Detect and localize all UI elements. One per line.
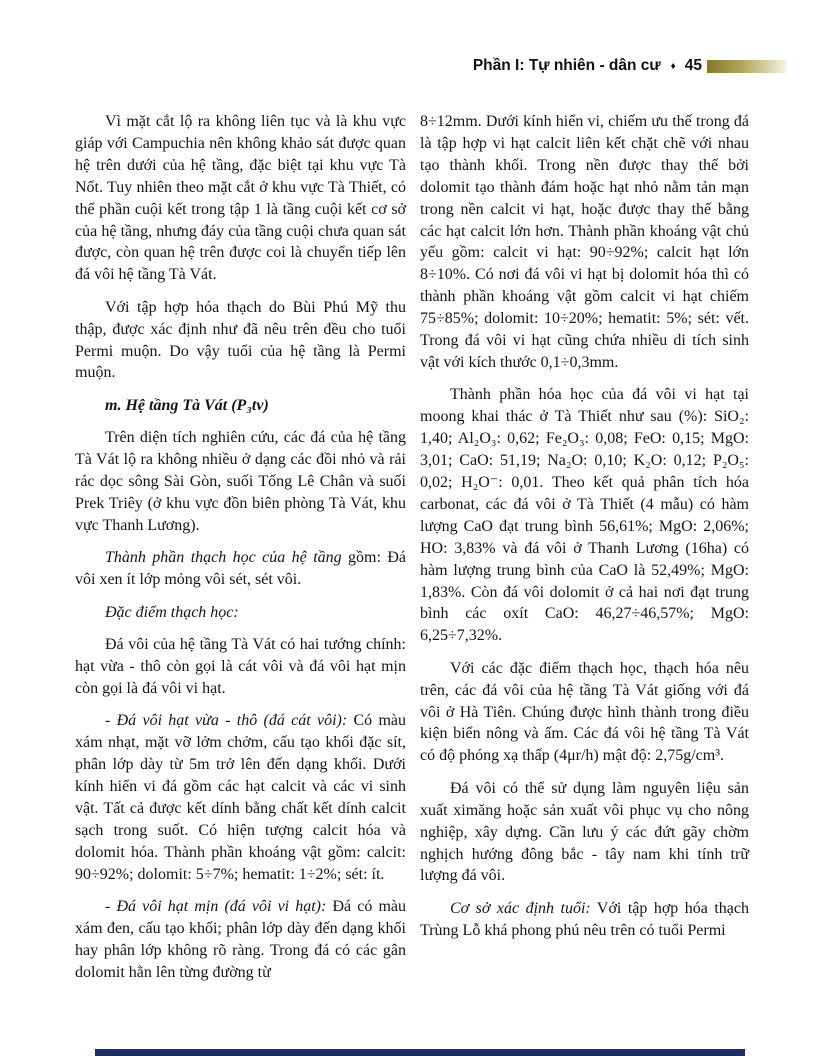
- paragraph: Thành phần thạch học của hệ tầng gồm: Đá vôi xen ít lớp mỏng vôi sét, sét vôi.: [75, 549, 406, 589]
- paragraph: - Đá vôi hạt mịn (đá vôi vi hạt): Đá có màu xám đen, cấu tạo khối; phân lớp dày đến dạng khối hay phân lớp không rõ ràng. Trong đá có các gân dolomit hằn lên từng đường từ: [75, 898, 406, 981]
- paragraph: Thành phần hóa học của đá vôi vi hạt tại moong khai thác ở Tà Thiết như sau (%): SiO₂: 1,40; Al₂O₃: 0,62; Fe₂O₃: 0,08; FeO: 0,15; MgO: 3,01; CaO: 51,19; Na₂O: 0,10; K₂O: 0,12; P₂O₅: 0,02; H₂O⁻: 0,01. Theo kết quả phân tích hóa carbonat, các đá vôi ở Tà Thiết (4 mẫu) có hàm lượng CaO đạt trung bình 56,61%; MgO: 2,06%; HO: 3,83% và đá vôi ở Thanh Lương (16ha) có hàm lượng trung bình của CaO là 52,49%; MgO: 1,83%. Còn đá vôi dolomit ở cả hai nơi đạt trung bình các oxít CaO: 46,27÷46,57%; MgO: 6,25÷7,32%.: [420, 386, 749, 645]
- paragraph-lead: Thành phần thạch học của hệ tầng: [105, 549, 342, 567]
- running-header: [0, 57, 787, 75]
- paragraph-lead: Cơ sở xác định tuổi:: [450, 899, 591, 917]
- paragraph: Với các đặc điểm thạch học, thạch hóa nêu trên, các đá vôi của hệ tầng Tà Vát giống với đá vôi ở Hà Tiên. Chúng được hình thành trong điều kiện biển nông và ấm. Các đá vôi hệ tầng Tà Vát có độ phóng xạ thấp (4μr/h) mật độ: 2,75g/cm³.: [420, 659, 749, 765]
- paragraph: Trên diện tích nghiên cứu, các đá của hệ tầng Tà Vát lộ ra không nhiều ở dạng các đồi nhỏ và rải rác dọc sông Sài Gòn, suối Tống Lê Chân và suối Prek Triêy (ở khu vực đồn biên phòng Tà Vát, khu vực Thanh Lương).: [75, 429, 406, 534]
- paragraph: - Đá vôi hạt vừa - thô (đá cát vôi): Có màu xám nhạt, mặt vỡ lởm chởm, cấu tạo khối đặc sít, phân lớp dày từ 5m trở lên đến dạng khối. Dưới kính hiển vi đá gồm các hạt calcit và các vi sinh vật. Tất cả được kết dính bằng chất kết dính calcit sạch trong suốt. Có hiện tượng calcit hóa và dolomit hóa. Thành phần khoáng vật gồm: calcit: 90÷92%; dolomit: 5÷7%; hematit: 1÷2%; sét: ít.: [75, 712, 407, 883]
- paragraph: Đá vôi của hệ tầng Tà Vát có hai tướng chính: hạt vừa - thô còn gọi là cát vôi và đá vôi hạt mịn còn gọi là đá vôi vi hạt.: [75, 636, 406, 697]
- paragraph-lead: - Đá vôi hạt mịn (đá vôi vi hạt):: [105, 898, 327, 915]
- paragraph: Với tập hợp hóa thạch do Bùi Phú Mỹ thu thập, được xác định như đã nêu trên đều cho tuổi Permi muộn. Do vậy tuổi của hệ tầng là Permi muộn.: [75, 298, 406, 382]
- diamond-icon: ♦: [670, 60, 676, 72]
- text-column-right: [420, 111, 749, 952]
- footer-bar: [95, 1049, 745, 1056]
- paragraph: Cơ sở xác định tuổi: Với tập hợp hóa thạch Trùng Lỗ khá phong phú nêu trên có tuổi Permi: [420, 899, 749, 939]
- header-gradient-bar: [707, 60, 787, 73]
- section-heading: m. Hệ tầng Tà Vát (P₃tv): [105, 396, 269, 414]
- paragraph-lead: - Đá vôi hạt vừa - thô (đá cát vôi):: [105, 712, 348, 730]
- paragraph: Đặc điểm thạch học:: [105, 603, 239, 621]
- page-number: 45: [684, 57, 702, 74]
- paragraph: Đá vôi có thể sử dụng làm nguyên liệu sản xuất ximăng hoặc sản xuất vôi phục vụ cho nông nghiệp, xây dựng. Cần lưu ý các đứt gãy chờm nghịch hướng đông bắc - tây nam khi tính trữ lượng đá vôi.: [420, 779, 749, 885]
- text-column-left: [75, 111, 406, 994]
- paragraph: Vì mặt cắt lộ ra không liên tục và là khu vực giáp với Campuchia nên không khảo sát được quan hệ trên dưới của hệ tầng, đặc biệt tại khu vực Tà Nốt. Tuy nhiên theo mặt cắt ở khu vực Tà Thiết, có thể phần cuội kết trong tập 1 là tầng cuội kết cơ sở của hệ tầng, nhưng đáy của tầng cuội chưa quan sát được, còn quan hệ trên được coi là chuyển tiếp lên đá vôi hệ tầng Tà Vát.: [75, 113, 406, 284]
- header-section-title: Phần I: Tự nhiên - dân cư: [472, 57, 661, 74]
- paragraph: 8÷12mm. Dưới kính hiển vi, chiếm ưu thế trong đá là tập hợp vi hạt calcit liên kết chặt chẽ với nhau tạo thành khối. Trong nền được thay thế bởi dolomit tạo thành đám hoặc hạt nhỏ nằm tản mạn trong nền calcit vi hạt, hoặc được thay thế bằng các hạt calcit lớn hơn. Thành phần khoáng vật chủ yếu gồm: calcit vi hạt: 90÷92%; calcit hạt lớn 8÷10%. Có nơi đá vôi vi hạt bị dolomit hóa thì có thành phần khoáng vật gồm calcit vi hạt chiếm 75÷85%; dolomit: 10÷20%; hematit: 5%; sét: vết. Trong đá vôi vi hạt cũng chứa nhiều di tích sinh vật với kích thước 0,1÷0,3mm.: [420, 113, 749, 371]
